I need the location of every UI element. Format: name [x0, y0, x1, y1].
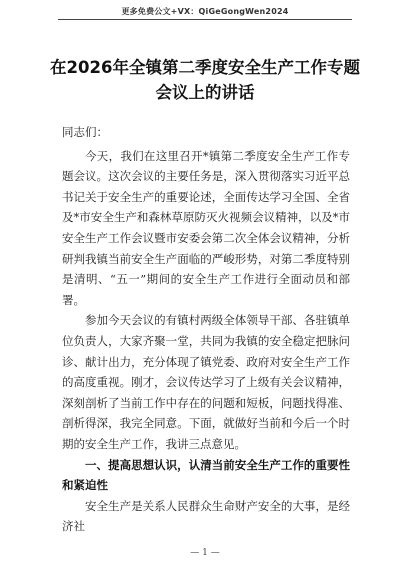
body-paragraph: 今天，我们在这里召开*镇第二季度安全生产工作专题会议。这次会议的主要任务是，深入贯彻落实习近平总书记关于安全生产的重要论述，全面传达学习全国、全省及*市安全生产和森林草原防灭火视频会议精神，以及*市安全生产工作会议暨市安委会第二次全体会议精神，分析研判我镇当前安全生产面临的严峻形势，对第二季度特别是清明、“五一”期间的安全生产工作进行全面动员和部署。: [62, 148, 350, 307]
salutation: 同志们：: [62, 125, 108, 139]
document-title: 在2026年全镇第二季度安全生产工作专题会议上的讲话: [50, 58, 360, 102]
body-paragraph: 安全生产是关系人民群众生命财产安全的大事，是经济社: [62, 498, 350, 534]
header-banner: 更多免费公文+VX：QiGeGongWen2024: [121, 7, 289, 16]
page-number: — 1 —: [190, 548, 220, 558]
document-body: [62, 122, 350, 537]
section-heading: 一、提高思想认识，认清当前安全生产工作的重要性和紧迫性: [62, 457, 350, 493]
body-paragraph: 参加今天会议的有镇村两级全体领导干部、各驻镇单位负责人，大家齐聚一堂，共同为我镇的安全稳定把脉问诊、献计出力，充分体现了镇党委、政府对安全生产工作的高度重视。刚才，会议传达学习了上级有关会议精神，深刻剖析了当前工作中存在的问题和短板，问题找得准、剖析得深，我完全同意。下面，就做好当前和今后一个时期的安全生产工作，我讲三点意见。: [62, 313, 350, 451]
header-divider: [58, 19, 352, 20]
